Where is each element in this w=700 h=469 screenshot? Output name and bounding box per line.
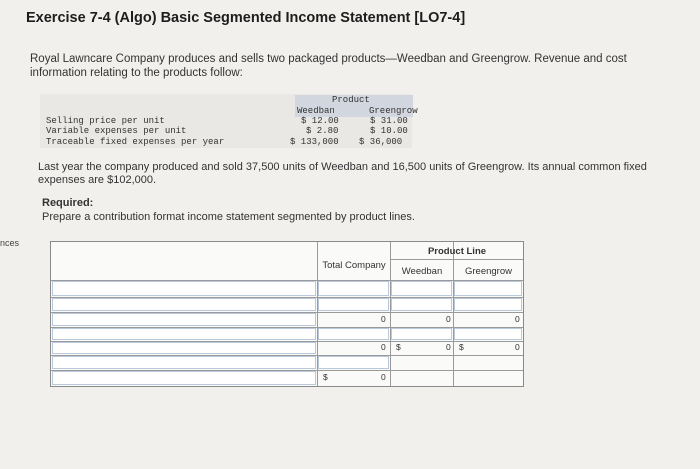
greengrow-amount-input[interactable] (454, 298, 522, 311)
total-amount-input[interactable] (318, 356, 389, 369)
dollar-sign: $ (459, 342, 464, 352)
page-title: Exercise 7-4 (Algo) Basic Segmented Income Statement [LO7-4] (26, 10, 466, 26)
greengrow-amount-input[interactable] (454, 281, 522, 296)
total-amount-input[interactable] (318, 328, 389, 340)
greengrow-amount-input[interactable] (454, 328, 522, 340)
greengrow-header: Greengrow (465, 266, 512, 277)
given-row-label: Variable expenses per unit (46, 126, 187, 136)
dollar-sign: $ (396, 342, 401, 352)
product-line-header: Product Line (427, 246, 487, 257)
line-item-label-input[interactable] (52, 298, 316, 311)
given-col-weedban: Weedban (297, 106, 335, 116)
given-data-table (40, 94, 418, 148)
weedban-segment-value: 0 (446, 342, 451, 352)
line-item-label-input[interactable] (52, 281, 316, 296)
required-heading: Required: (42, 197, 94, 209)
problem-intro: Royal Lawncare Company produces and sells two packaged products—Weedban and Greengrow. Revenue and cost information relating to the products follow: (30, 53, 627, 79)
dollar-sign: $ (323, 372, 328, 382)
given-col-greengrow: Greengrow (369, 106, 418, 116)
given-row-label: Traceable fixed expenses per year (46, 137, 225, 147)
given-row-value: $ 10.00 (370, 126, 408, 136)
total-amount-input[interactable] (318, 281, 389, 296)
total-subtotal-value: 0 (381, 314, 386, 324)
weedban-amount-input[interactable] (391, 281, 452, 296)
given-row-value: $ 31.00 (370, 116, 408, 126)
greengrow-subtotal-value: 0 (515, 314, 520, 324)
line-item-label-input[interactable] (52, 313, 316, 326)
last-year-text: Last year the company produced and sold 37,500 units of Weedban and 16,500 units of Greengrow. Its annual common fixed expenses are $102,000. (38, 161, 647, 186)
grid-line (453, 242, 454, 386)
given-row-value: $ 36,000 (359, 137, 403, 147)
weedban-subtotal-value: 0 (446, 314, 451, 324)
weedban-header: Weedban (401, 266, 443, 277)
given-row-label: Selling price per unit (46, 116, 165, 126)
given-row-value: $ 12.00 (301, 116, 339, 126)
line-item-label-input[interactable] (52, 371, 316, 385)
line-item-label-input[interactable] (52, 356, 316, 369)
income-statement-table (50, 241, 524, 387)
given-group-header: Product (332, 95, 370, 105)
weedban-amount-input[interactable] (391, 328, 452, 340)
total-segment-value: 0 (381, 342, 386, 352)
weedban-amount-input[interactable] (391, 298, 452, 311)
line-item-label-input[interactable] (52, 328, 316, 340)
given-row-value: $ 133,000 (290, 137, 339, 147)
total-net-value: 0 (381, 372, 386, 382)
total-amount-input[interactable] (318, 298, 389, 311)
greengrow-segment-value: 0 (515, 342, 520, 352)
total-company-header: Total Company (322, 260, 386, 271)
given-row-value: $ 2.80 (306, 126, 339, 136)
line-item-label-input[interactable] (52, 342, 316, 354)
grid-line (390, 242, 391, 386)
sidebar-sliver-text: nces (0, 238, 20, 248)
required-text: Prepare a contribution format income statement segmented by product lines. (42, 211, 415, 223)
grid-line (390, 259, 523, 260)
